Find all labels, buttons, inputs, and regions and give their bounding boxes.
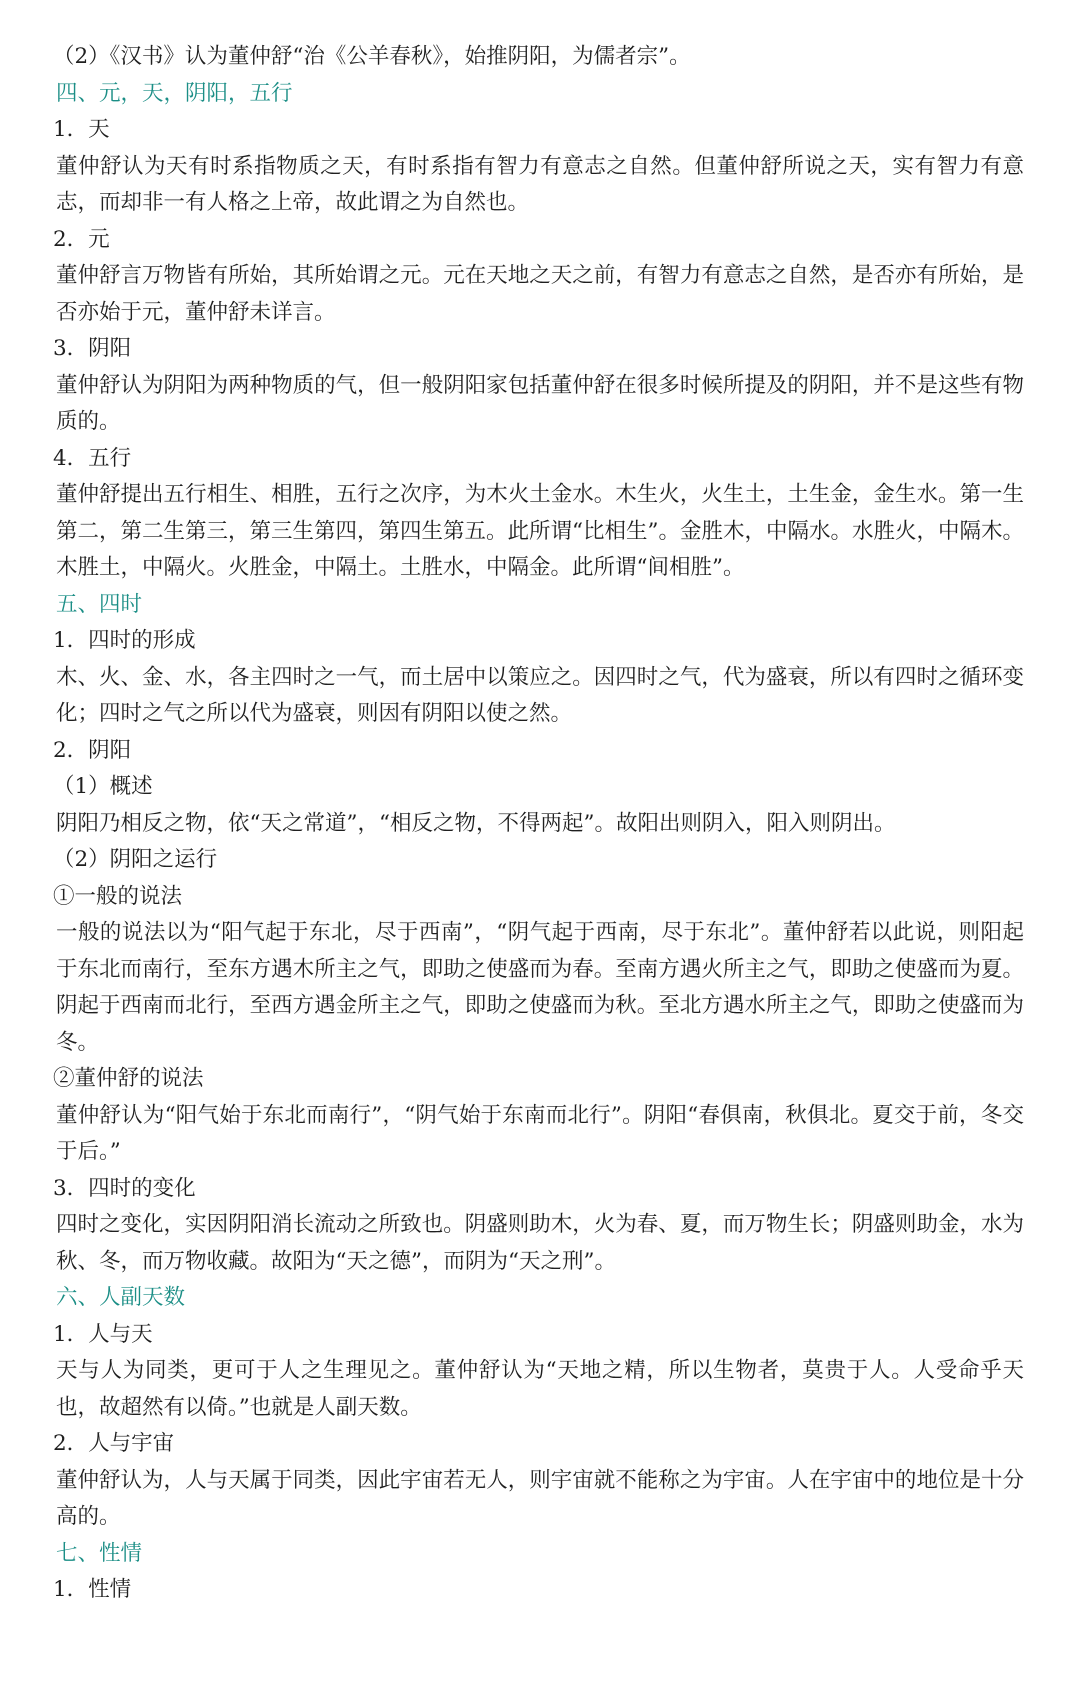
paragraph-tian: 董仲舒认为天有时系指物质之天，有时系指有智力有意志之自然。但董仲舒所说之天，实有智力有意志，而却非一有人格之上帝，故此谓之为自然也。	[56, 153, 1024, 215]
subheading-sishi-formation: 1．四时的形成	[53, 628, 196, 653]
paragraph-yinyang: 董仲舒认为阴阳为两种物质的气，但一般阴阳家包括董仲舒在很多时候所提及的阴阳，并不是这些有物质的。	[56, 372, 1024, 434]
paragraph-dong-view: 董仲舒认为“阳气始于东北而南行”，“阴气始于东南而北行”。阴阳“春俱南，秋俱北。夏交于前，冬交于后。”	[56, 1102, 1024, 1164]
subheading-sishi-change: 3．四时的变化	[53, 1175, 196, 1201]
subheading-general-view: ①一般的说法	[53, 883, 183, 909]
paragraph-ren-yuzhou: 董仲舒认为，人与天属于同类，因此宇宙若无人，则宇宙就不能称之为宇宙。人在宇宙中的地位是十分高的。	[56, 1467, 1024, 1529]
subheading-yuan: 2．元	[53, 226, 110, 252]
section-heading-7: 七、性情	[56, 1540, 143, 1566]
paragraph-sishi-formation: 木、火、金、水，各主四时之一气，而土居中以策应之。因四时之气，代为盛衰，所以有四时之循环变化；四时之气之所以代为盛衰，则因有阴阳以使之然。	[56, 664, 1024, 726]
subheading-tian: 1．天	[53, 117, 110, 142]
section-heading-4: 四、元，天，阴阳，五行	[56, 80, 293, 106]
section-heading-6: 六、人副天数	[56, 1285, 186, 1310]
subheading-dong-view: ②董仲舒的说法	[53, 1066, 204, 1091]
quote-line: （2）《汉书》认为董仲舒“治《公羊春秋》，始推阴阳，为儒者宗”。	[53, 44, 691, 69]
subheading-sishi-yinyang: 2．阴阳	[53, 737, 132, 763]
document-body	[53, 39, 1024, 1609]
subheading-wuxing: 4．五行	[53, 445, 132, 471]
subheading-yinyang-motion: （2）阴阳之运行	[53, 847, 218, 872]
paragraph-yuan: 董仲舒言万物皆有所始，其所始谓之元。元在天地之天之前，有智力有意志之自然，是否亦有所始，是否亦始于元，董仲舒未详言。	[56, 263, 1024, 325]
paragraph-wuxing: 董仲舒提出五行相生、相胜，五行之次序，为木火土金水。木生火，火生土，土生金，金生水。第一生第二，第二生第三，第三生第四，第四生第五。此所谓“比相生”。金胜木，中隔水。水胜火，中隔木。木胜土，中隔火。火胜金，中隔土。土胜水，中隔金。此所谓“间相胜”。	[56, 482, 1024, 580]
paragraph-general-view: 一般的说法以为“阳气起于东北，尽于西南”，“阴气起于西南，尽于东北”。董仲舒若以此说，则阳起于东北而南行，至东方遇木所主之气，即助之使盛而为春。至南方遇火所主之气，即助之使盛而为夏。阴起于西南而北行，至西方遇金所主之气，即助之使盛而为秋。至北方遇水所主之气，即助之使盛而为冬。	[56, 920, 1024, 1055]
paragraph-ren-tian: 天与人为同类，更可于人之生理见之。董仲舒认为“天地之精，所以生物者，莫贵于人。人受命乎天也，故超然有以倚。”也就是人副天数。	[56, 1358, 1024, 1420]
subheading-ren-tian: 1．人与天	[53, 1321, 153, 1347]
subheading-yinyang: 3．阴阳	[53, 336, 132, 361]
subheading-xingqing: 1．性情	[53, 1577, 132, 1602]
paragraph-sishi-change: 四时之变化，实因阴阳消长流动之所致也。阴盛则助木，火为春、夏，而万物生长；阴盛则助金，水为秋、冬，而万物收藏。故阳为“天之德”，而阴为“天之刑”。	[56, 1212, 1024, 1274]
paragraph-overview: 阴阳乃相反之物，依“天之常道”，“相反之物，不得两起”。故阳出则阴入，阳入则阴出。	[56, 810, 896, 836]
subheading-overview: （1）概述	[53, 774, 153, 799]
subheading-ren-yuzhou: 2．人与宇宙	[53, 1431, 175, 1456]
section-heading-5: 五、四时	[56, 591, 143, 617]
